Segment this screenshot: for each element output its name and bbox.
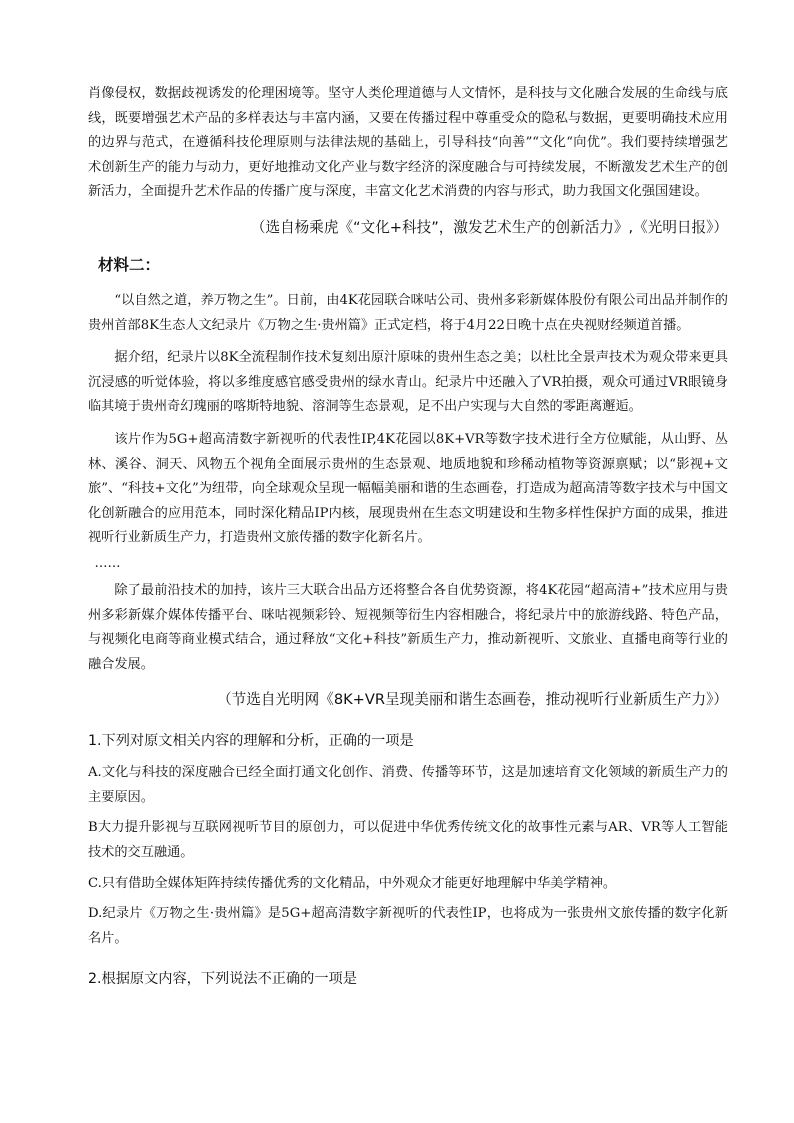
document-page	[88, 82, 728, 999]
source-citation-2: （节选自光明网《8K+VR呈现美丽和谐生态画卷，推动视听行业新质生产力》）	[217, 691, 728, 709]
question-1-option-a: A.文化与科技的深度融合已经全面打通文化创作、消费、传播等环节，这是加速培育文化领域的新质生产力的主要原因。	[88, 765, 728, 805]
question-2-stem: 2.根据原文内容，下列说法不正确的一项是	[88, 971, 357, 988]
material-2-paragraph-4: 除了最前沿技术的加持，该片三大联合出品方还将整合各自优势资源，将4K花园“超高清+”技术应用与贵州多彩新媒介媒体传播平台、咪咕视频彩铃、短视频等衍生内容相融合，将纪录片中的旅游线路、特色产品，与视频化电商等商业模式结合，通过释放“文化+科技”新质生产力，推动新视听、文旅业、直播电商等行业的融合发展。	[88, 582, 728, 672]
material-2-paragraph-3: 该片作为5G+超高清数字新视听的代表性IP,4K花园以8K+VR等数字技术进行全方位赋能，从山野、丛林、溪谷、洞天、风物五个视角全面展示贵州的生态景观、地质地貌和珍稀动植物等资源禀赋；以“影视+文旅”、“科技+文化”为纽带，向全球观众呈现一幅幅美丽和谐的生态画卷，打造成为超高清等数字技术与中国文化创新融合的应用范本，同时深化精品IP内核，展现贵州在生态文明建设和生物多样性保护方面的成果，推进视听行业新质生产力，打造贵州文旅传播的数字化新名片。	[88, 431, 728, 546]
material-2-paragraph-2: 据介绍，纪录片以8K全流程制作技术复刻出原汁原味的贵州生态之美；以杜比全景声技术为观众带来更具沉浸感的听觉体验，将以多维度感官感受贵州的绿水青山。纪录片中还融入了VR拍摄，观众可通过VR眼镜身临其境于贵州奇幻瑰丽的喀斯特地貌、溶洞等生态景观，足不出户实现与大自然的零距离邂逅。	[88, 350, 728, 415]
source-citation-1: （选自杨乘虎《“文化+科技”，激发艺术生产的创新活力》,《光明日报》）	[250, 218, 728, 236]
intro-paragraph: 肖像侵权，数据歧视诱发的伦理困境等。坚守人类伦理道德与人文情怀，是科技与文化融合发展的生命线与底线，既要增强艺术产品的多样表达与丰富内涵，又要在传播过程中尊重受众的隐私与数据，更要明确技术应用的边界与范式，在遵循科技伦理原则与法律法规的基础上，引导科技“向善”“文化“向优”。我们要持续增强艺术创新生产的能力与动力，更好地推动文化产业与数字经济的深度融合与可持续发展，不断激发艺术生产的创新活力，全面提升艺术作品的传播广度与深度，丰富文化艺术消费的内容与形式，助力我国文化强国建设。	[88, 86, 728, 200]
question-1-stem: 1.下列对原文相关内容的理解和分析，正确的一项是	[88, 733, 414, 750]
material-2-paragraph-1: “以自然之道，养万物之生”。日前，由4K花园联合咪咕公司、贵州多彩新媒体股份有限公司出品并制作的贵州首部8K生态人文纪录片《万物之生·贵州篇》正式定档，将于4月22日晚十点在央视财经频道首播。	[88, 292, 728, 333]
question-1-option-d: D.纪录片《万物之生·贵州篇》是5G+超高清数字新视听的代表性IP，也将成为一张贵州文旅传播的数字化新名片。	[88, 906, 728, 946]
question-1-option-c: C.只有借助全媒体矩阵持续传播优秀的文化精品，中外观众才能更好地理解中华美学精神。	[88, 875, 617, 891]
question-1-option-b: B大力提升影视与互联网视听节目的原创力，可以促进中华优秀传统文化的故事性元素与AR、VR等人工智能技术的交互融通。	[88, 820, 728, 861]
ellipsis: ……	[94, 555, 121, 571]
material-2-heading: 材料二：	[98, 255, 161, 274]
